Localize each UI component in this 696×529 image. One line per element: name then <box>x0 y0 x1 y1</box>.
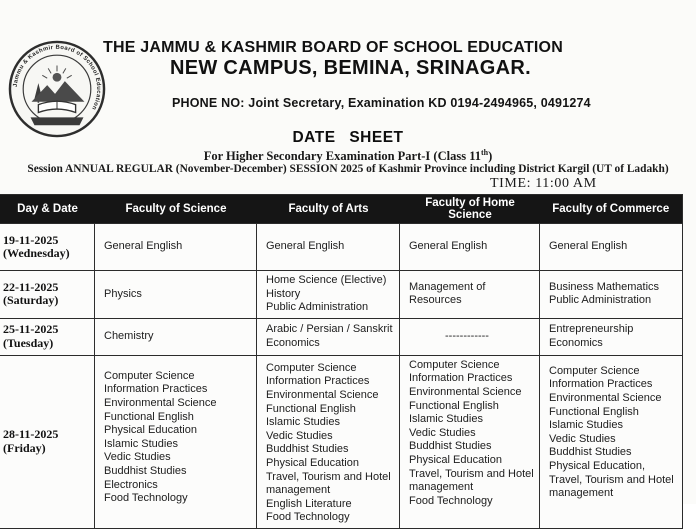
subject-line: Economics <box>266 336 320 349</box>
date-line: 19-11-2025 <box>3 232 59 247</box>
subject-line: Public Administration <box>549 294 652 307</box>
subject-cell-arts <box>257 319 400 355</box>
subject-line: Vedic Studies <box>266 429 333 442</box>
subject-line: Environmental Science <box>266 388 379 401</box>
date-line: 25-11-2025 <box>3 322 59 337</box>
subject-cell-arts <box>257 224 400 270</box>
date-cell <box>0 271 95 318</box>
subtitle-end: ) <box>488 149 493 164</box>
date-line: (Saturday) <box>3 293 59 308</box>
subject-cell-science <box>95 271 257 318</box>
org-campus: NEW CAMPUS, BEMINA, SRINAGAR. <box>170 57 531 79</box>
subject-line: Information Practices <box>266 375 370 388</box>
subject-line: Environmental Science <box>409 385 522 398</box>
session-line: Session ANNUAL REGULAR (November-December) SESSION 2025 of Kashmir Province including District Kargil (UT of Ladakh) <box>27 163 669 175</box>
subject-cell-home-science <box>400 224 540 270</box>
date-line: 28-11-2025 <box>3 427 59 442</box>
subject-line: General English <box>104 240 183 253</box>
subject-line: Management of Resources <box>409 280 486 307</box>
subject-line: Chemistry <box>104 329 154 342</box>
subject-cell-home-science <box>400 271 540 318</box>
subject-line: Physical Education <box>409 453 502 466</box>
subject-line: Electronics <box>104 478 158 491</box>
subject-line: Buddhist Studies <box>549 446 632 459</box>
subject-line: Physics <box>104 287 142 300</box>
table-row <box>0 355 682 528</box>
subject-line: Vedic Studies <box>549 432 616 445</box>
subject-line: Islamic Studies <box>549 419 623 432</box>
subject-line: Computer Science <box>266 361 357 374</box>
date-line: (Friday) <box>3 440 46 455</box>
subject-line: Physical Education <box>266 456 359 469</box>
date-sheet-table <box>0 194 683 529</box>
subject-line: General English <box>549 240 628 253</box>
subject-line: ------------ <box>445 329 489 342</box>
subject-line: Travel, Tourism and Hotel management <box>549 473 674 500</box>
date-line: (Tuesday) <box>3 335 54 350</box>
table-body <box>0 223 682 528</box>
subject-line: Physical Education <box>104 424 197 437</box>
header-faculty-commerce: Faculty of Commerce <box>552 202 670 215</box>
header-faculty-home-science: Faculty of Home Science <box>425 196 515 221</box>
doc-subtitle <box>0 148 696 164</box>
subject-line: Environmental Science <box>104 396 217 409</box>
subject-cell-commerce <box>540 224 682 270</box>
subject-line: General English <box>409 240 488 253</box>
banner-ribbon <box>31 117 84 125</box>
subject-line: Islamic Studies <box>409 413 483 426</box>
subject-line: Functional English <box>549 405 639 418</box>
subject-line: History <box>266 287 301 300</box>
subject-line: Functional English <box>266 402 356 415</box>
time-line: TIME: 11:00 AM <box>490 176 597 191</box>
subject-line: Food Technology <box>409 494 493 507</box>
subject-line: Food Technology <box>266 511 350 524</box>
subject-line: English Literature <box>266 497 352 510</box>
subject-cell-commerce <box>540 271 682 318</box>
date-line: (Wednesday) <box>3 246 70 260</box>
subject-line: Computer Science <box>104 369 195 382</box>
subject-line: Travel, Tourism and Hotel management <box>266 470 391 497</box>
subject-line: Business Mathematics <box>549 280 660 293</box>
subtitle-main: For Higher Secondary Examination Part-I (Class 11 <box>203 149 482 164</box>
subject-line: Physical Education, <box>549 459 645 472</box>
subject-line: Computer Science <box>549 364 640 377</box>
subject-line: Environmental Science <box>549 391 662 404</box>
subject-cell-science <box>95 319 257 355</box>
logo-ring-text: Jammu & Kashmir Board of School Education <box>12 44 102 111</box>
table-row <box>0 318 682 355</box>
date-line: 22-11-2025 <box>3 279 59 294</box>
board-logo-seal <box>8 40 106 138</box>
subject-line: Functional English <box>104 410 194 423</box>
sun-icon <box>53 73 62 82</box>
date-cell <box>0 356 95 528</box>
table-row <box>0 270 682 318</box>
subject-line: Functional English <box>409 399 499 412</box>
subject-cell-commerce <box>540 319 682 355</box>
subject-line: Economics <box>549 336 603 349</box>
subject-line: General English <box>266 240 345 253</box>
subject-line: Buddhist Studies <box>104 464 187 477</box>
subject-line: Buddhist Studies <box>409 440 492 453</box>
subject-cell-commerce <box>540 356 682 528</box>
header-faculty-arts: Faculty of Arts <box>288 202 369 215</box>
table-row <box>0 223 682 270</box>
subject-line: Information Practices <box>104 383 208 396</box>
header-day-date: Day & Date <box>17 202 78 215</box>
subject-line: Information Practices <box>549 378 653 391</box>
header-faculty-science: Faculty of Science <box>125 202 227 215</box>
subject-line: Public Administration <box>266 301 369 314</box>
date-cell <box>0 224 95 270</box>
subject-cell-home-science <box>400 319 540 355</box>
subject-cell-arts <box>257 356 400 528</box>
phone-line: PHONE NO: Joint Secretary, Examination KD 0194-2494965, 0491274 <box>172 96 591 110</box>
subject-line: Computer Science <box>409 358 500 371</box>
subject-cell-home-science <box>400 356 540 528</box>
subject-cell-arts <box>257 271 400 318</box>
subject-line: Food Technology <box>104 492 188 505</box>
subject-cell-science <box>95 224 257 270</box>
subject-cell-science <box>95 356 257 528</box>
date-cell <box>0 319 95 355</box>
subject-line: Islamic Studies <box>104 437 178 450</box>
subject-line: Arabic / Persian / Sanskrit <box>266 323 393 336</box>
subject-line: Information Practices <box>409 372 513 385</box>
org-name: THE JAMMU & KASHMIR BOARD OF SCHOOL EDUCATION <box>103 39 563 56</box>
doc-title: DATE SHEET <box>292 129 404 146</box>
subject-line: Home Science (Elective) <box>266 274 387 286</box>
subject-line: Islamic Studies <box>266 416 340 429</box>
table-header-row <box>0 195 682 223</box>
subtitle-sup: th <box>481 148 489 157</box>
subject-line: Vedic Studies <box>104 451 171 464</box>
subject-line: Entrepreneurship <box>549 323 634 336</box>
subject-line: Buddhist Studies <box>266 443 349 456</box>
subject-line: Vedic Studies <box>409 426 476 439</box>
subject-line: Travel, Tourism and Hotel management <box>409 467 534 494</box>
